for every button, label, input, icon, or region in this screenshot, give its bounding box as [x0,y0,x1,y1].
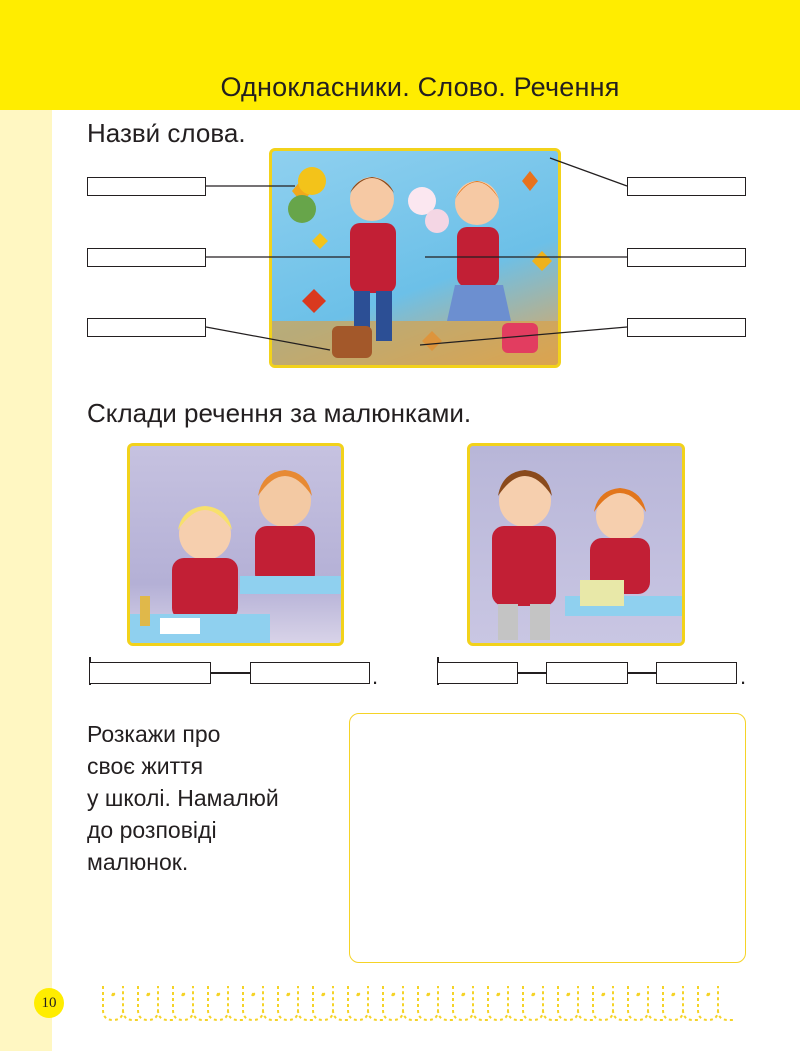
writing-loop [558,986,593,1020]
writing-loop [173,986,208,1020]
writing-dot [217,993,219,995]
illustration-boy-greets-girl [467,443,685,646]
dash-2 [518,672,546,674]
writing-loop [418,986,453,1020]
sentence2-word-box-1[interactable] [437,662,518,684]
writing-loop [663,986,698,1020]
writing-dot [532,993,534,995]
exercise3-line-5: малюнок. [87,849,189,875]
writing-dot [287,993,289,995]
dash-1 [211,672,250,674]
exercise3-line-2: своє життя [87,753,204,779]
drawing-area[interactable] [349,713,746,963]
writing-loop [698,986,733,1020]
pencil-icon [140,596,150,626]
exercise3-line-1: Розкажи про [87,721,221,747]
exercise3-text [87,718,279,878]
writing-loop [313,986,348,1020]
writing-loop [138,986,173,1020]
page-title: Однокласники. Слово. Речення [220,72,620,102]
sentence2-word-box-3[interactable] [656,662,737,684]
sentence1-word-box-2[interactable] [250,662,370,684]
writing-loop [278,986,313,1020]
writing-loop [488,986,523,1020]
writing-dot [567,993,569,995]
page-number: 10 [34,988,64,1018]
exercise3-line-3: у школі. Намалюй [87,785,279,811]
writing-practice-pattern [95,980,735,1030]
writing-loop [243,986,278,1020]
writing-loop [208,986,243,1020]
writing-dot [392,993,394,995]
sentence2-word-box-2[interactable] [546,662,628,684]
illustration-girls-at-desk [127,443,344,646]
writing-loop [383,986,418,1020]
writing-dot [182,993,184,995]
writing-loop [348,986,383,1020]
exercise2-instruction: Склади речення за малюнками. [87,398,472,428]
writing-dot [322,993,324,995]
writing-dot [602,993,604,995]
writing-loop [628,986,663,1020]
writing-dot [707,993,709,995]
exercise3-line-4: до розповіді [87,817,217,843]
writing-dot [427,993,429,995]
dash-3 [628,672,656,674]
writing-loop [103,986,138,1020]
writing-dot [147,993,149,995]
writing-loop [593,986,628,1020]
writing-loop [453,986,488,1020]
writing-dot [637,993,639,995]
writing-loop [523,986,558,1020]
sentence1-word-box-1[interactable] [89,662,211,684]
writing-dot [357,993,359,995]
period-2: . [740,664,747,689]
writing-dot [252,993,254,995]
period-1: . [372,664,379,689]
writing-dot [462,993,464,995]
exercise1-instruction: Назви́ слова. [87,118,246,148]
writing-dot [672,993,674,995]
writing-dot [497,993,499,995]
writing-dot [112,993,114,995]
